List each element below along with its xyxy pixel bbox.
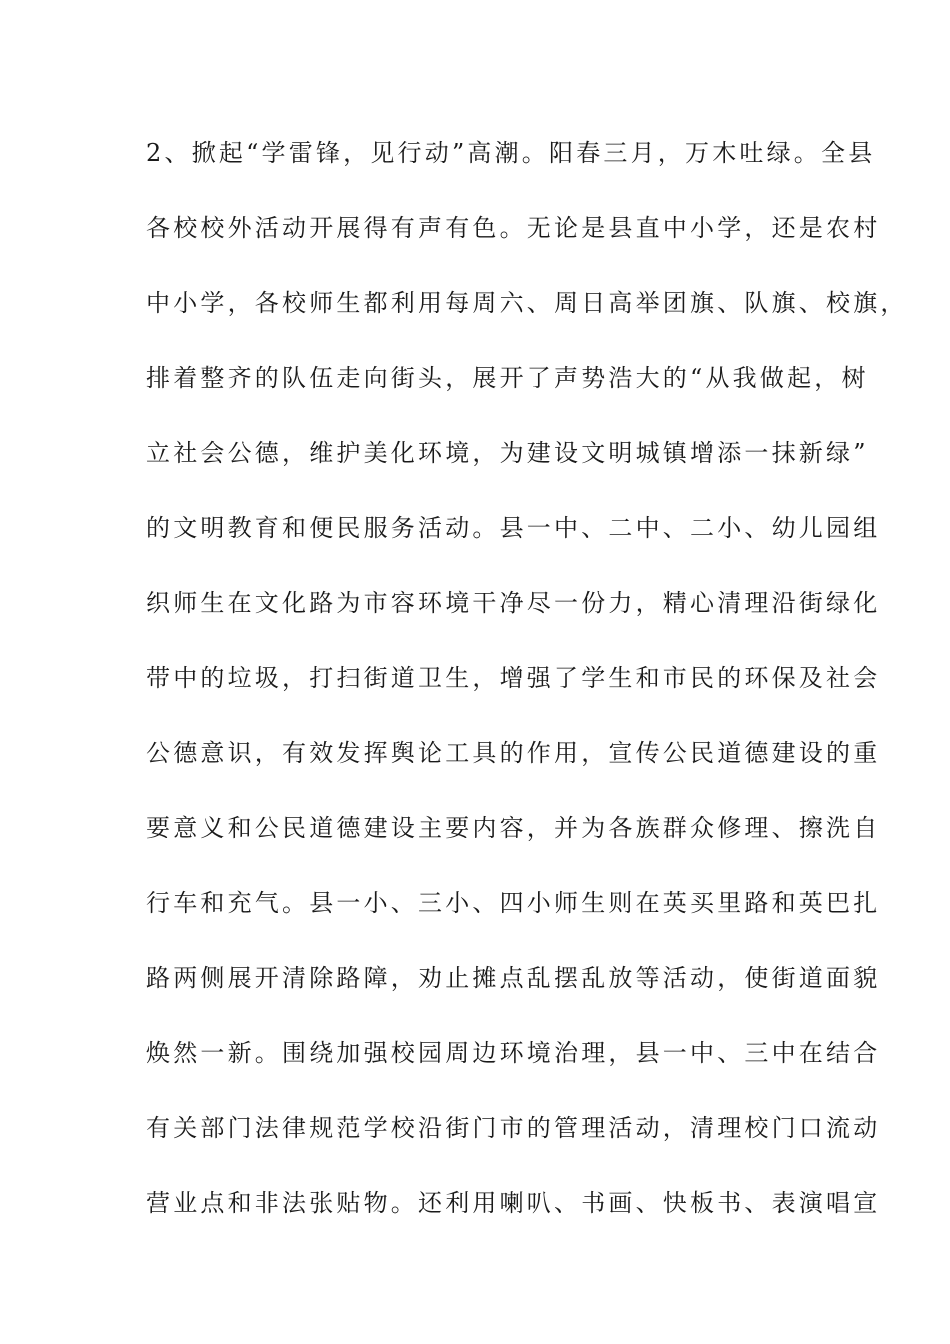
text-line-14: 有关部门法律规范学校沿街门市的管理活动，清理校门口流动 — [146, 1114, 881, 1142]
text-line-7: 织师生在文化路为市容环境干净尽一份力，精心清理沿街绿化 — [146, 589, 881, 617]
text-line-4: 排着整齐的队伍走向街头，展开了声势浩大的“从我做起，树 — [146, 364, 869, 392]
body-paragraph — [146, 128, 908, 1253]
text-line-3: 中小学，各校师生都利用每周六、周日高举团旗、队旗、校旗， — [146, 289, 908, 317]
text-line-15: 营业点和非法张贴物。还利用喇叭、书画、快板书、表演唱宣 — [146, 1189, 881, 1217]
text-line-9: 公德意识，有效发挥舆论工具的作用，宣传公民道德建设的重 — [146, 739, 881, 767]
text-line-13: 焕然一新。围绕加强校园周边环境治理，县一中、三中在结合 — [146, 1039, 881, 1067]
text-line-1: 2、掀起“学雷锋，见行动”高潮。阳春三月，万木吐绿。全县 — [146, 139, 876, 167]
text-line-8: 带中的垃圾，打扫街道卫生，增强了学生和市民的环保及社会 — [146, 664, 881, 692]
text-line-6: 的文明教育和便民服务活动。县一中、二中、二小、幼儿园组 — [146, 514, 881, 542]
text-line-5: 立社会公德，维护美化环境，为建设文明城镇增添一抹新绿” — [146, 439, 869, 467]
text-line-2: 各校校外活动开展得有声有色。无论是县直中小学，还是农村 — [146, 214, 881, 242]
text-line-10: 要意义和公民道德建设主要内容，并为各族群众修理、擦洗自 — [146, 814, 881, 842]
text-line-12: 路两侧展开清除路障，劝止摊点乱摆乱放等活动，使街道面貌 — [146, 964, 881, 992]
text-line-11: 行车和充气。县一小、三小、四小师生则在英买里路和英巴扎 — [146, 889, 881, 917]
